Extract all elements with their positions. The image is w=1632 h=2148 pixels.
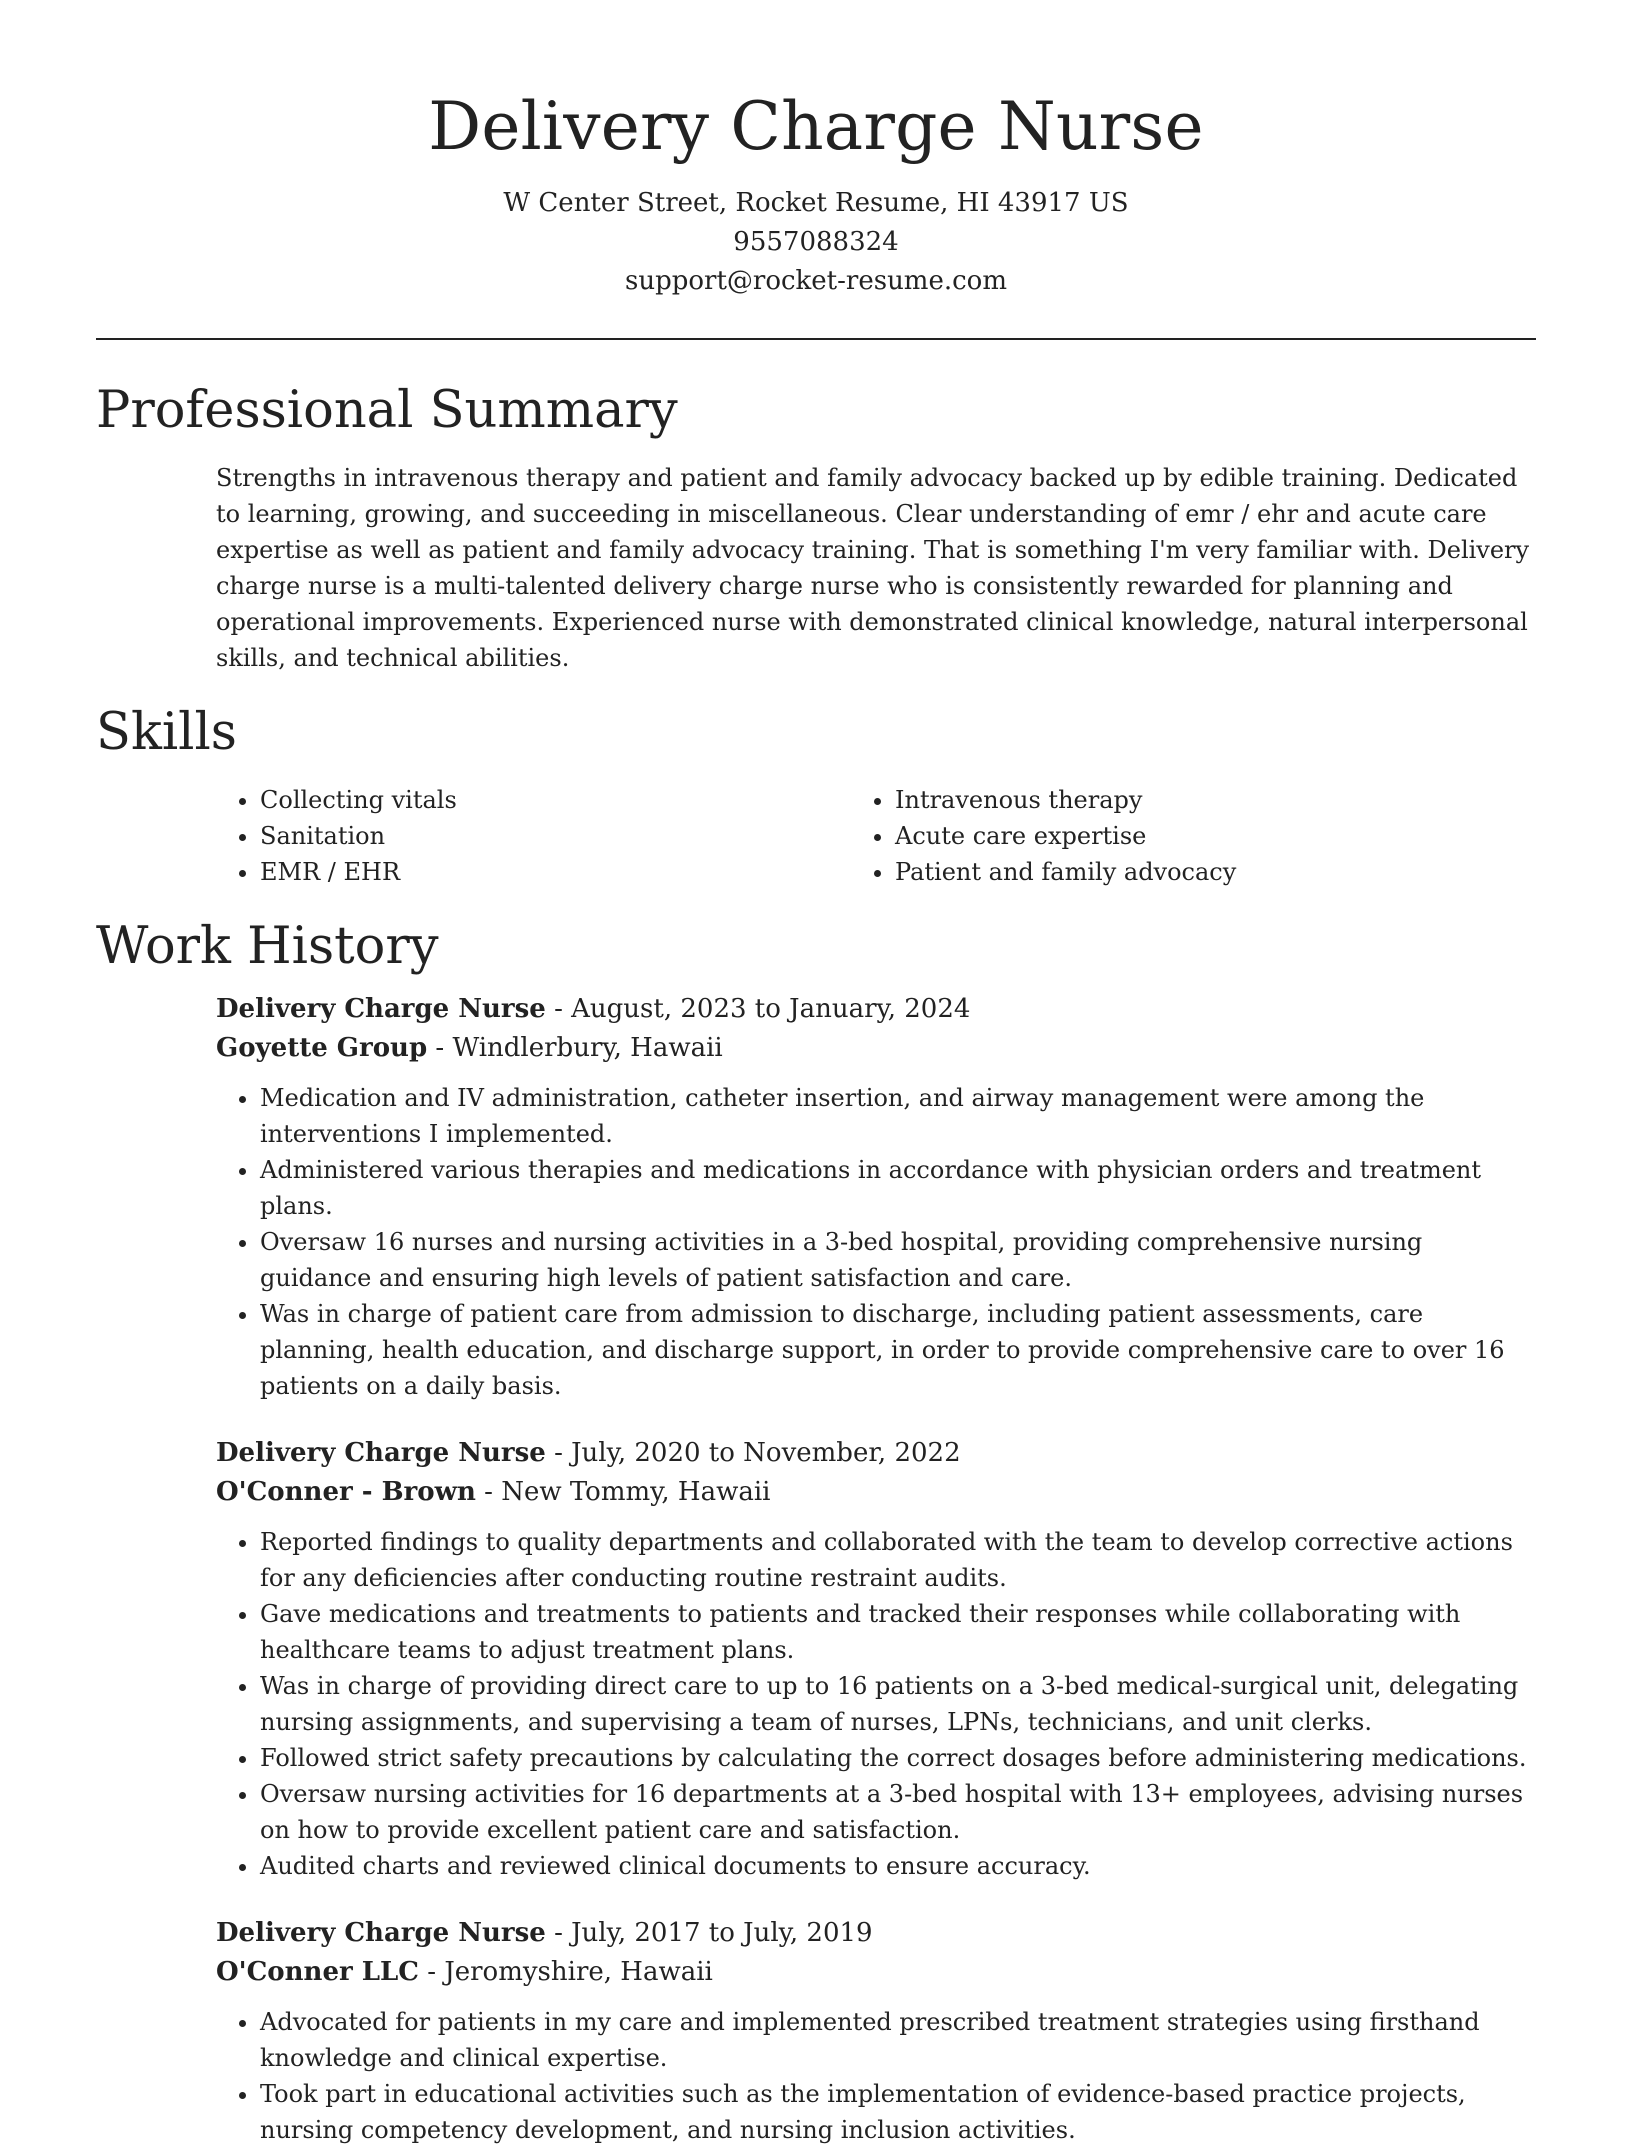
job-dates: - July, 2017 to July, 2019 [545,1918,873,1948]
job-bullet: • Followed strict safety precautions by calculating the correct dosages before administering medications. [260,1740,1536,1776]
job-role: Delivery Charge Nurse [216,1438,546,1468]
work-history-heading: Work History [96,917,439,976]
job-bullet: • Was in charge of providing direct care to up to 16 patients on a 3-bed medical-surgical unit, delegating nursing assignments, and supervising a team of nurses, LPNs, technicians, and unit clerks. [260,1668,1536,1740]
job-bullets [216,1524,1536,1884]
job-company: Goyette Group [216,1033,428,1063]
job-company-line [216,1473,1536,1512]
skill-item: • Sanitation [260,818,901,854]
skills-column-right [895,782,1536,890]
resume-page [96,0,1536,2148]
skill-item: • Intravenous therapy [895,782,1536,818]
job-entry [216,1914,1536,2148]
skills-heading: Skills [96,703,237,762]
summary-heading: Professional Summary [96,381,678,440]
contact-block [96,184,1536,301]
job-bullet: • Reported findings to quality departments and collaborated with the team to develop corrective actions for any deficiencies after conducting routine restraint audits. [260,1524,1536,1596]
skills-list [216,782,1536,890]
job-location: - Jeromyshire, Hawaii [419,1957,713,1987]
job-bullet: • Administered various therapies and medications in accordance with physician orders and treatment plans. [260,1152,1536,1224]
job-company: O'Conner - Brown [216,1477,476,1507]
job-location: - New Tommy, Hawaii [475,1477,771,1507]
job-bullet: • Oversaw 16 nurses and nursing activities in a 3-bed hospital, providing comprehensive nursing guidance and ensuring high levels of patient satisfaction and care. [260,1224,1536,1296]
job-company-line [216,1029,1536,1068]
job-entry [216,990,1536,1404]
job-bullet: • Audited charts and reviewed clinical documents to ensure accuracy. [260,1848,1536,1884]
summary-text: Strengths in intravenous therapy and patient and family advocacy backed up by edible training. Dedicated to learning, growing, and succeeding in miscellaneous. Clear understanding of emr / ehr and acute care expertise as well as patient and family advocacy training. That is something I'm very familiar with. Delivery charge nurse is a multi-talented delivery charge nurse who is consistently rewarded for planning and operational improvements. Experienced nurse with demonstrated clinical knowledge, natural interpersonal skills, and technical abilities. [216,464,1530,672]
job-bullet: • Was in charge of patient care from admission to discharge, including patient assessments, care planning, health education, and discharge support, in order to provide comprehensive care to over 16 patients on a daily basis. [260,1296,1536,1404]
resume-name: Delivery Charge Nurse [428,88,1204,165]
skill-item: • Patient and family advocacy [895,854,1536,890]
job-bullet: • Oversaw nursing activities for 16 departments at a 3-bed hospital with 13+ employees, advising nurses on how to provide excellent patient care and satisfaction. [260,1776,1536,1848]
job-title-line [216,1434,1536,1473]
skill-item: • Acute care expertise [895,818,1536,854]
job-bullet: • Took part in educational activities such as the implementation of evidence-based practice projects, nursing competency development, and nursing inclusion activities. [260,2076,1536,2148]
job-role: Delivery Charge Nurse [216,1918,546,1948]
job-bullets [216,2004,1536,2148]
job-title-line [216,990,1536,1029]
job-dates: - August, 2023 to January, 2024 [545,994,971,1024]
skill-item: • EMR / EHR [260,854,901,890]
contact-email: support@rocket-resume.com [624,266,1007,296]
job-role: Delivery Charge Nurse [216,994,546,1024]
header-divider [96,338,1536,340]
job-bullets [216,1080,1536,1404]
job-company: O'Conner LLC [216,1957,419,1987]
contact-phone: 9557088324 [733,227,899,257]
job-entry [216,1434,1536,1884]
job-company-line [216,1953,1536,1992]
job-dates: - July, 2020 to November, 2022 [545,1438,961,1468]
job-bullet: • Gave medications and treatments to patients and tracked their responses while collaborating with healthcare teams to adjust treatment plans. [260,1596,1536,1668]
skill-item: • Collecting vitals [260,782,901,818]
job-bullet: • Advocated for patients in my care and implemented prescribed treatment strategies using firsthand knowledge and clinical expertise. [260,2004,1536,2076]
job-bullet: • Medication and IV administration, catheter insertion, and airway management were among the interventions I implemented. [260,1080,1536,1152]
job-location: - Windlerbury, Hawaii [427,1033,723,1063]
job-title-line [216,1914,1536,1953]
contact-address: W Center Street, Rocket Resume, HI 43917 US [503,188,1129,218]
skills-column-left [216,782,901,890]
